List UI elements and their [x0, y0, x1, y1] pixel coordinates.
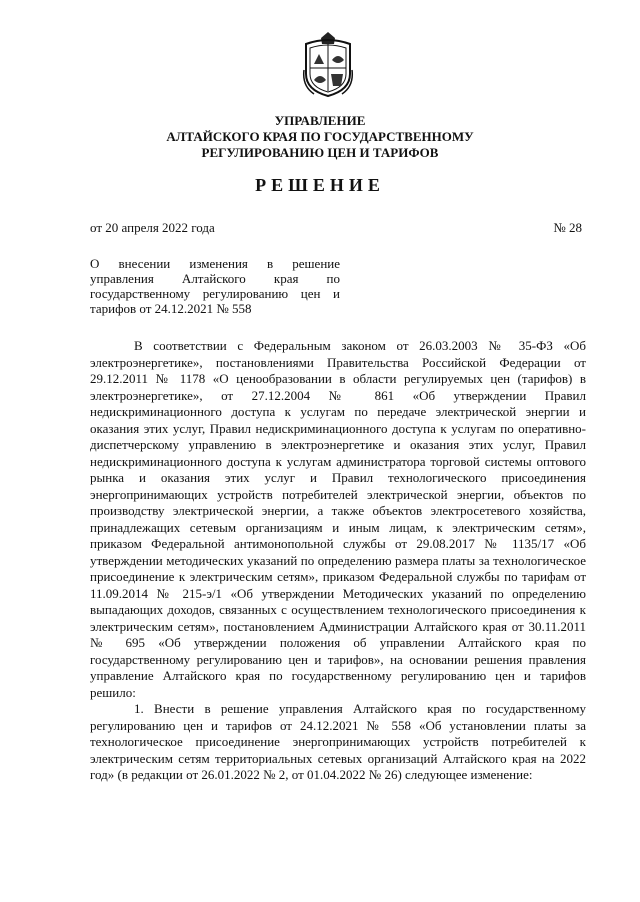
document-date: от 20 апреля 2022 года: [90, 220, 215, 235]
document-body: [90, 338, 586, 784]
body-paragraph-1: В соответствии с Федеральным законом от 26.03.2003 № 35-ФЗ «Об электроэнергетике», постановлениями Правительства Российской Федерации от 29.12.2011 № 1178 «О ценообразовании в области регулируемых цен (тарифов) в электроэнергетике», от 27.12.2004 № 861 «Об утверждении Правил недискриминационного доступа к услугам по передаче электрической энергии и оказания этих услуг, Правил недискриминационного доступа к услугам по оперативно-диспетчерскому управлению в электроэнергетике и оказания этих услуг, Правил недискриминационного доступа к услугам администратора торговой системы оптового рынка и оказания этих услуг и Правил технологического присоединения энергопринимающих устройств потребителей электрической энергии, объектов по производству электрической энергии, а также объектов электросетевого хозяйства, принадлежащих сетевым организациям и иным лицам, к электрическим сетям», приказом Федеральной антимонопольной службы от 29.08.2017 № 1135/17 «Об утверждении методических указаний по определению размера платы за технологическое присоединение к электрическим сетям», приказом Федеральной службы по тарифам от 11.09.2014 № 215-э/1 «Об утверждении Методических указаний по определению выпадающих доходов, связанных с осуществлением технологического присоединения к электрическим сетям», постановлением Администрации Алтайского края от 30.11.2011 № 695 «Об утверждении положения об управлении Алтайского края по государственному регулированию цен и тарифов», на основании решения правления управление Алтайского края по государственному регулированию цен и тарифов решило:: [90, 338, 586, 700]
body-paragraph-2: 1. Внести в решение управления Алтайского края по государственному регулированию цен и тарифов от 24.12.2021 № 558 «Об установлении платы за технологическое присоединение энергопринимающих устройств потребителей к электрическим сетям территориальных сетевых организаций Алтайского края на 2022 год» (в редакции от 26.01.2022 № 2, от 01.04.2022 № 26) следующее изменение:: [90, 701, 586, 782]
organization-name: [120, 113, 520, 161]
coat-of-arms-icon: [302, 30, 354, 98]
document-kind-title: РЕШЕНИЕ: [255, 175, 385, 195]
document-number: № 28: [553, 220, 582, 235]
org-line-2: АЛТАЙСКОГО КРАЯ ПО ГОСУДАРСТВЕННОМУ: [166, 129, 474, 144]
org-line-3: РЕГУЛИРОВАНИЮ ЦЕН И ТАРИФОВ: [201, 145, 439, 160]
org-line-1: УПРАВЛЕНИЕ: [274, 113, 366, 128]
document-subject: О внесении изменения в решение управления Алтайского края по государственному регулированию цен и тарифов от 24.12.2021 № 558: [90, 256, 340, 316]
